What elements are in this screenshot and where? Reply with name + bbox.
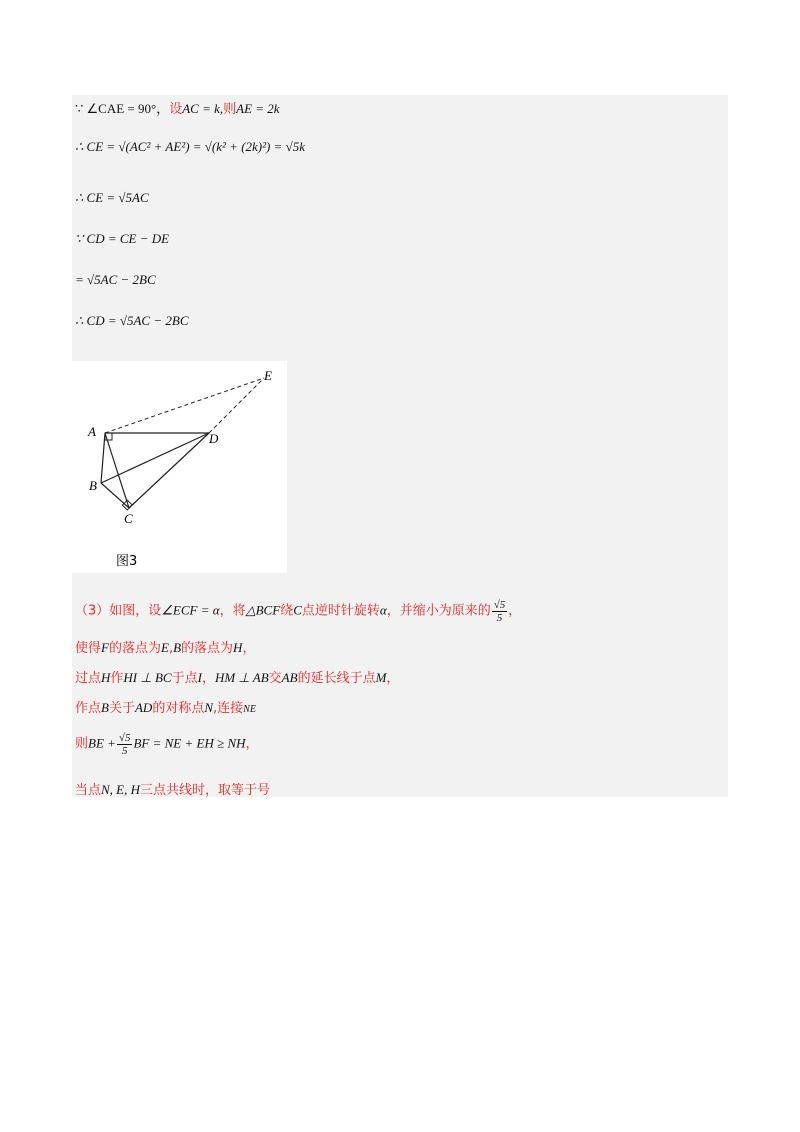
red-text: ， bbox=[386, 671, 400, 686]
red-text: ， bbox=[245, 736, 259, 752]
red-text: 的对称点 bbox=[152, 701, 205, 716]
fraction-denominator: 5 bbox=[121, 745, 128, 757]
label-B: B bbox=[89, 478, 97, 493]
label-D: D bbox=[209, 431, 219, 446]
geometry-diagram bbox=[72, 361, 287, 573]
red-text: 使得 bbox=[75, 641, 102, 656]
math-text: NE bbox=[243, 704, 256, 715]
math-text: N, E, H bbox=[101, 782, 141, 797]
label-C: C bbox=[124, 511, 133, 526]
fraction-numerator: √5 bbox=[493, 599, 506, 611]
math-text: F bbox=[101, 640, 109, 655]
red-text: 设 bbox=[169, 102, 183, 117]
label-E: E bbox=[264, 368, 272, 383]
part3-line-6 bbox=[75, 779, 270, 798]
red-text: ， bbox=[201, 671, 215, 686]
math-text: HI ⊥ BC bbox=[123, 670, 172, 685]
math-text: B bbox=[101, 700, 109, 715]
proof-line-5: = √5AC − 2BC bbox=[75, 272, 156, 287]
proof-line-6: ∴ CD = √5AC − 2BC bbox=[75, 313, 189, 328]
math-text: α bbox=[379, 602, 387, 618]
red-text: 的落点为 bbox=[108, 641, 161, 656]
figure-caption: 图3 bbox=[116, 554, 138, 569]
proof-line-1 bbox=[75, 98, 280, 117]
math-text: BF = NE + EH ≥ NH bbox=[133, 735, 246, 751]
math-text: E bbox=[160, 640, 169, 655]
red-text: 于点 bbox=[171, 671, 198, 686]
proof-line-4: ∵ CD = CE − DE bbox=[75, 231, 170, 246]
math-text: AD bbox=[134, 700, 153, 715]
red-text: 交 bbox=[268, 671, 282, 686]
red-text: ,连接 bbox=[213, 701, 244, 716]
math-text: AC = k, bbox=[182, 101, 224, 116]
part3-line-1 bbox=[75, 599, 521, 624]
math-text: M bbox=[375, 670, 387, 685]
fraction bbox=[492, 599, 508, 624]
red-text: 关于 bbox=[108, 701, 135, 716]
red-text: ，并缩小为原来的 bbox=[386, 603, 491, 619]
proof-line-2: ∴ CE = √(AC² + AE²) = √(k² + (2k)²) = √5k bbox=[75, 139, 306, 154]
red-text: 的延长线于点 bbox=[297, 671, 376, 686]
red-text: ，将 bbox=[219, 603, 246, 619]
geometry-figure bbox=[72, 361, 287, 573]
red-text: 点逆时针旋转 bbox=[301, 603, 380, 619]
fraction-denominator: 5 bbox=[496, 612, 503, 624]
part3-line-5 bbox=[75, 732, 259, 757]
math-text: ∵ ∠CAE = 90°， bbox=[75, 101, 170, 116]
math-text: H bbox=[101, 670, 111, 685]
math-text: H bbox=[233, 640, 243, 655]
red-text: 的落点为 bbox=[181, 641, 234, 656]
label-A: A bbox=[88, 424, 96, 439]
math-text: C bbox=[293, 602, 302, 618]
red-text: 作点 bbox=[75, 701, 102, 716]
red-text: 三点共线时，取等于号 bbox=[140, 783, 271, 798]
math-text: AB bbox=[281, 670, 298, 685]
math-text: I bbox=[197, 670, 202, 685]
math-text: B bbox=[173, 640, 182, 655]
part3-line-4 bbox=[75, 697, 256, 716]
part3-line-2 bbox=[75, 637, 255, 656]
red-text: 则 bbox=[75, 736, 89, 752]
math-text: N bbox=[204, 700, 214, 715]
red-text: ， bbox=[242, 641, 256, 656]
math-text: AE = 2k bbox=[236, 101, 280, 116]
math-text: HM ⊥ AB bbox=[214, 670, 269, 685]
math-text: ∠ECF = α bbox=[161, 602, 220, 618]
fraction bbox=[117, 732, 133, 757]
red-text: 作 bbox=[110, 671, 124, 686]
red-text: （3）如图，设 bbox=[75, 603, 162, 619]
math-text: △BCF bbox=[245, 602, 281, 618]
red-text: 绕 bbox=[280, 603, 294, 619]
part3-line-3 bbox=[75, 667, 399, 686]
red-text: 则 bbox=[223, 102, 237, 117]
red-text: 当点 bbox=[75, 783, 102, 798]
proof-line-3: ∴ CE = √5AC bbox=[75, 190, 149, 205]
red-text: ， bbox=[508, 603, 522, 619]
math-text: BE + bbox=[88, 735, 116, 751]
fraction-numerator: √5 bbox=[118, 732, 131, 744]
red-text: , bbox=[168, 641, 174, 656]
red-text: 过点 bbox=[75, 671, 102, 686]
